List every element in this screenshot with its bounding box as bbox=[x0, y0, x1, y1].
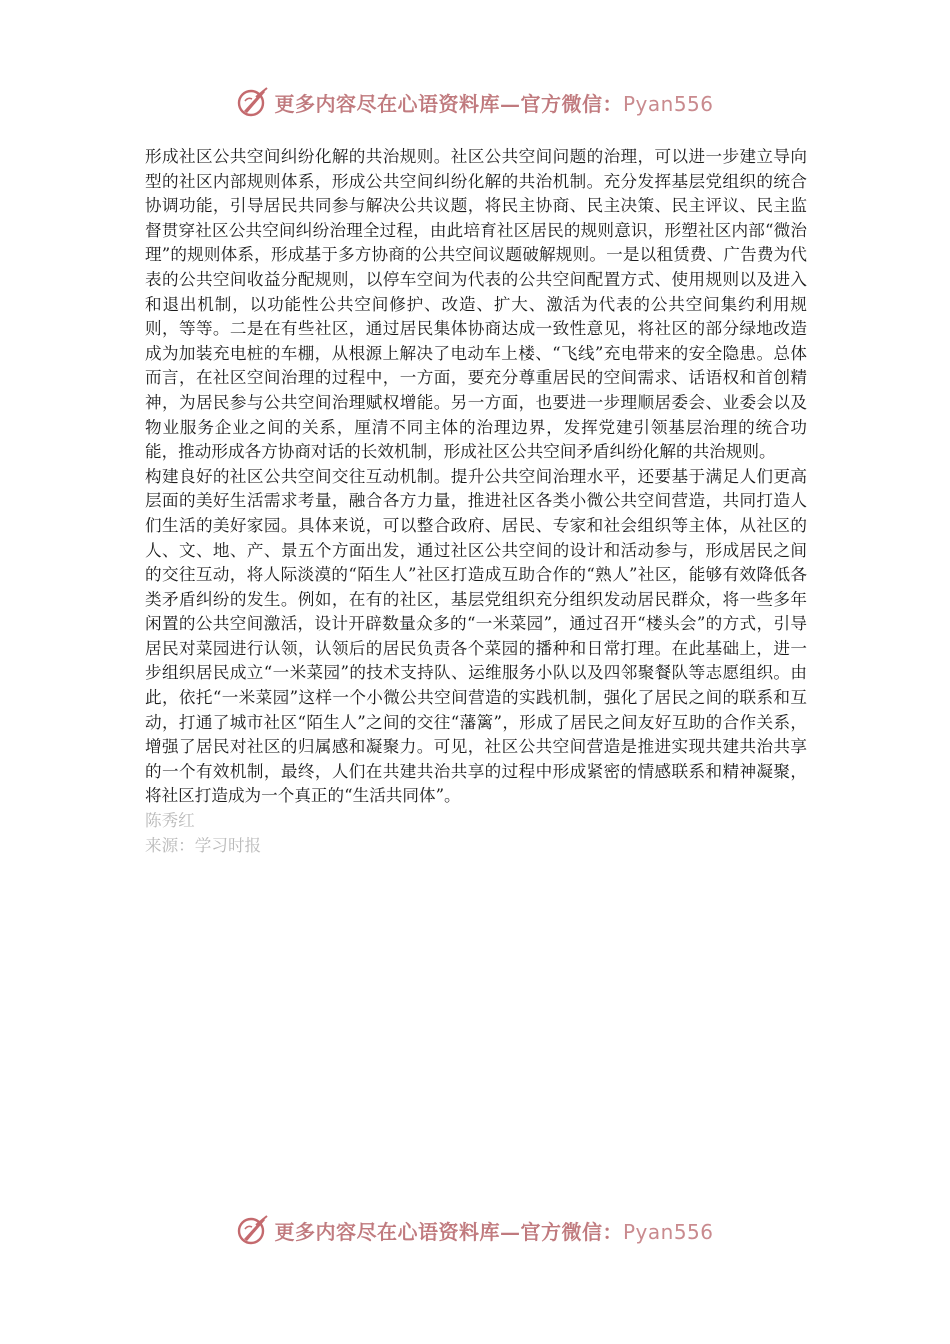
article-author: 陈秀红 bbox=[145, 811, 195, 831]
header-banner bbox=[0, 84, 950, 120]
footer-banner bbox=[0, 1212, 950, 1248]
article-source: 来源：学习时报 bbox=[145, 835, 262, 855]
quill-logo-icon bbox=[236, 1213, 270, 1247]
quill-logo-icon bbox=[236, 85, 270, 119]
banner-wechat-id: Pyan556 bbox=[622, 1219, 714, 1244]
article-body bbox=[145, 145, 807, 858]
article-paragraph: 形成社区公共空间纠纷化解的共治规则。社区公共空间问题的治理，可以进一步建立导向型的社区内部规则体系，形成公共空间纠纷化解的共治机制。充分发挥基层党组织的统合协调功能，引导居民共同参与解决公共议题，将民主协商、民主决策、民主评议、民主监督贯穿社区公共空间纠纷治理全过程，由此培育社区居民的规则意识，形塑社区内部“微治理”的规则体系，形成基于多方协商的公共空间议题破解规则。一是以租赁费、广告费为代表的公共空间收益分配规则，以停车空间为代表的公共空间配置方式、使用规则以及进入和退出机制，以功能性公共空间修护、改造、扩大、激活为代表的公共空间集约利用规则，等等。二是在有些社区，通过居民集体协商达成一致性意见，将社区的部分绿地改造成为加装充电桩的车棚，从根源上解决了电动车上楼、“飞线”充电带来的安全隐患。总体而言，在社区空间治理的过程中，一方面，要充分尊重居民的空间需求、话语权和首创精神，为居民参与公共空间治理赋权增能。另一方面，也要进一步理顺居委会、业委会以及物业服务企业之间的关系，厘清不同主体的治理边界，发挥党建引领基层治理的统合功能，推动形成各方协商对话的长效机制，形成社区公共空间矛盾纠纷化解的共治规则。 bbox=[145, 147, 807, 462]
banner-text: 更多内容尽在心语资料库—官方微信：Pyan556 bbox=[274, 91, 714, 116]
banner-wechat-id: Pyan556 bbox=[622, 91, 714, 116]
article-paragraph: 构建良好的社区公共空间交往互动机制。提升公共空间治理水平，还要基于满足人们更高层面的美好生活需求考量，融合各方力量，推进社区各类小微公共空间营造，共同打造人们生活的美好家园。具体来说，可以整合政府、居民、专家和社会组织等主体，从社区的人、文、地、产、景五个方面出发，通过社区公共空间的设计和活动参与，形成居民之间的交往互动，将人际淡漠的“陌生人”社区打造成互助合作的“熟人”社区，能够有效降低各类矛盾纠纷的发生。例如，在有的社区，基层党组织充分组织发动居民群众，将一些多年闲置的公共空间激活，设计开辟数量众多的“一米菜园”，通过召开“楼头会”的方式，引导居民对菜园进行认领，认领后的居民负责各个菜园的播种和日常打理。在此基础上，进一步组织居民成立“一米菜园”的技术支持队、运维服务小队以及四邻聚餐队等志愿组织。由此，依托“一米菜园”这样一个小微公共空间营造的实践机制，强化了居民之间的联系和互动，打通了城市社区“陌生人”之间的交往“藩篱”，形成了居民之间友好互助的合作关系，增强了居民对社区的归属感和凝聚力。可见，社区公共空间营造是推进实现共建共治共享的一个有效机制，最终，人们在共建共治共享的过程中形成紧密的情感联系和精神凝聚，将社区打造成为一个真正的“生活共同体”。 bbox=[145, 466, 807, 806]
banner-text: 更多内容尽在心语资料库—官方微信：Pyan556 bbox=[274, 1219, 714, 1244]
